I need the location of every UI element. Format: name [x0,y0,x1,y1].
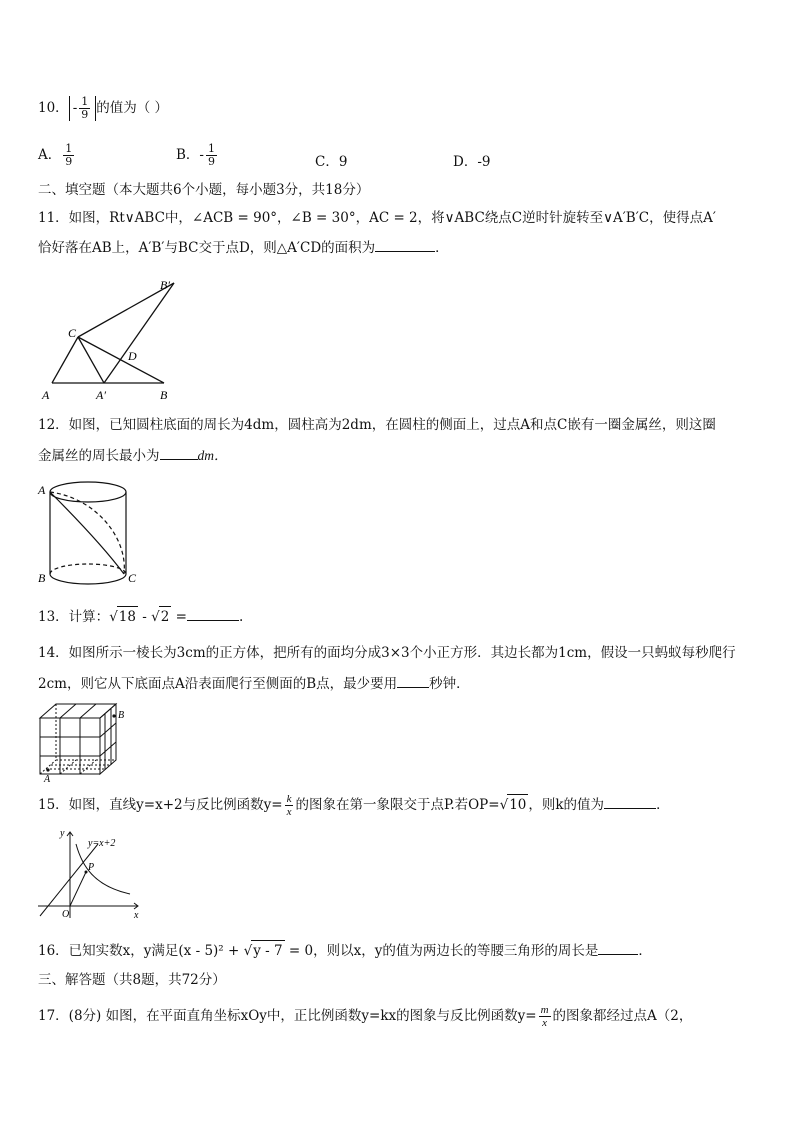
cylinder-top [50,482,126,502]
radicand: 2 [159,606,172,627]
punctuation: ． [435,240,449,256]
option-c: C．9 [315,154,348,170]
section-3-heading: 三、解答题（共8题，共72分） [38,972,226,988]
q12-cylinder-figure [36,478,146,590]
denominator: 9 [207,155,215,168]
label-p: P [88,862,95,873]
unit: dm． [197,448,228,463]
operator: - [137,609,152,625]
answer-blank [604,796,656,809]
question-12-line-1: 12．如图，已知圆柱底面的周长为4dm，圆柱高为2dm，在圆柱的侧面上，过点A和点C嵌有一圈金属丝，则这圈 [38,417,716,433]
numerator: 1 [65,142,73,155]
q15-graph-figure [36,826,146,921]
line-y-eq-x-plus-2 [40,844,98,916]
point-a [46,768,49,771]
answer-blank [598,942,638,955]
label-c: C [68,326,77,340]
question-text: = 0，则以x，y的值为两边长的等腰三角形的周长是 [284,943,599,959]
wire-back [50,492,124,574]
label-o: O [62,909,70,920]
segment-apbp [104,283,174,383]
question-12-line-2 [38,446,228,466]
option-label: A． [38,147,62,163]
label-d: D [128,349,137,363]
question-14-line-1: 14．如图所示一棱长为3cm的正方体，把所有的面均分成3×3个小正方形．其边长都为1cm，假设一只蚂蚁每秒爬行 [38,645,736,661]
label-a: A [42,388,50,402]
label-b: B [118,710,125,721]
question-17 [38,1004,692,1029]
option-a [38,143,76,168]
operator: = [171,609,187,625]
denominator: x [542,1017,547,1029]
option-label: B．- [176,147,204,163]
answer-blank [160,447,198,460]
question-number: 10． [38,100,69,116]
question-10 [38,96,168,121]
cylinder-bottom-front [50,574,126,584]
segment-op [70,872,86,906]
section-2-heading: 二、填空题（本大题共6个小题，每小题3分，共18分） [38,182,370,198]
question-text: 恰好落在AB上，A′B′与BC交于点D，则△A′CD的面积为 [38,240,376,256]
label-b: B [38,571,46,585]
question-text: 金属丝的周长最小为 [38,448,160,464]
radicand: 18 [117,606,138,627]
fraction [206,143,217,168]
answer-blank [397,675,429,688]
fraction [539,1004,551,1029]
punctuation: ． [656,797,670,813]
label-line: y=x+2 [88,838,116,849]
absolute-value [69,96,97,121]
question-14-line-2 [38,674,470,694]
label-b-prime: B′ [160,278,170,292]
question-16: 16．已知实数x，y满足(x - 5)² + √y - 7 = 0，则以x，y的值为两边长的等腰三角形的周长是 ． [38,940,652,961]
punctuation: . [238,609,244,625]
question-text: ，则k的值为 [528,797,605,813]
fraction [79,96,90,121]
cylinder-bottom-back [50,564,126,574]
question-11-line-2 [38,238,449,258]
label-a: A [44,774,51,785]
question-text: 13．计算： [38,609,110,625]
denominator: 9 [81,108,89,121]
numerator: 1 [207,142,215,155]
punctuation: ． [638,943,652,959]
option-b [176,143,219,168]
minus-sign: - [72,100,78,116]
radicand: y - 7 [251,940,284,961]
q14-cube-figure [36,700,136,785]
denominator: x [286,806,292,818]
answer-blank [375,239,435,252]
answer-blank [187,608,239,621]
hyperbola-curve [76,844,130,894]
question-text: 的图象在第一象限交于点P.若OP= [295,797,500,813]
question-text: 15．如图，直线y=x+2与反比例函数y= [38,797,283,813]
denominator: 9 [65,155,73,168]
label-y: y [60,828,65,839]
segment-ac [52,337,78,383]
question-text: 的值为（ ） [96,100,169,116]
label-x: x [134,910,139,921]
q11-triangle-figure [40,275,190,405]
fraction [285,793,294,818]
question-11-line-1: 11．如图，Rt∨ABC中，∠ACB = 90°，∠B = 30°，AC = 2，将∨ABC绕点C逆时针旋转至∨A′B′C，使得点A′ [38,210,716,226]
question-text: 的图象都经过点A（2， [552,1008,693,1024]
radicand: 10 [507,794,528,815]
label-a-prime: A′ [96,388,106,402]
question-text: 2cm，则它从下底面点A沿表面爬行至侧面的B点，最少要用 [38,676,398,692]
question-13: 13．计算：√18 - √2 = . [38,606,243,627]
question-text: 16．已知实数x，y满足(x - 5)² + [38,943,244,959]
numerator: 1 [81,95,89,108]
point-b [112,714,115,717]
numerator: k [286,793,292,805]
option-d: D．-9 [453,154,491,170]
wire-front [50,492,124,574]
numerator: m [540,1004,549,1016]
punctuation: 秒钟． [429,676,470,692]
label-c: C [128,571,137,585]
question-15: 15．如图，直线y=x+2与反比例函数y= $\frac{k}{x}$ 的图象在第一象限交于点P.若OP=√10 ，则k的值为 ． [38,793,670,818]
question-text: 17．(8分) 如图，在平面直角坐标xOy中，正比例函数y=kx的图象与反比例函数y= [38,1008,537,1024]
label-a: A [38,483,46,497]
fraction [63,143,74,168]
label-b: B [160,388,168,402]
